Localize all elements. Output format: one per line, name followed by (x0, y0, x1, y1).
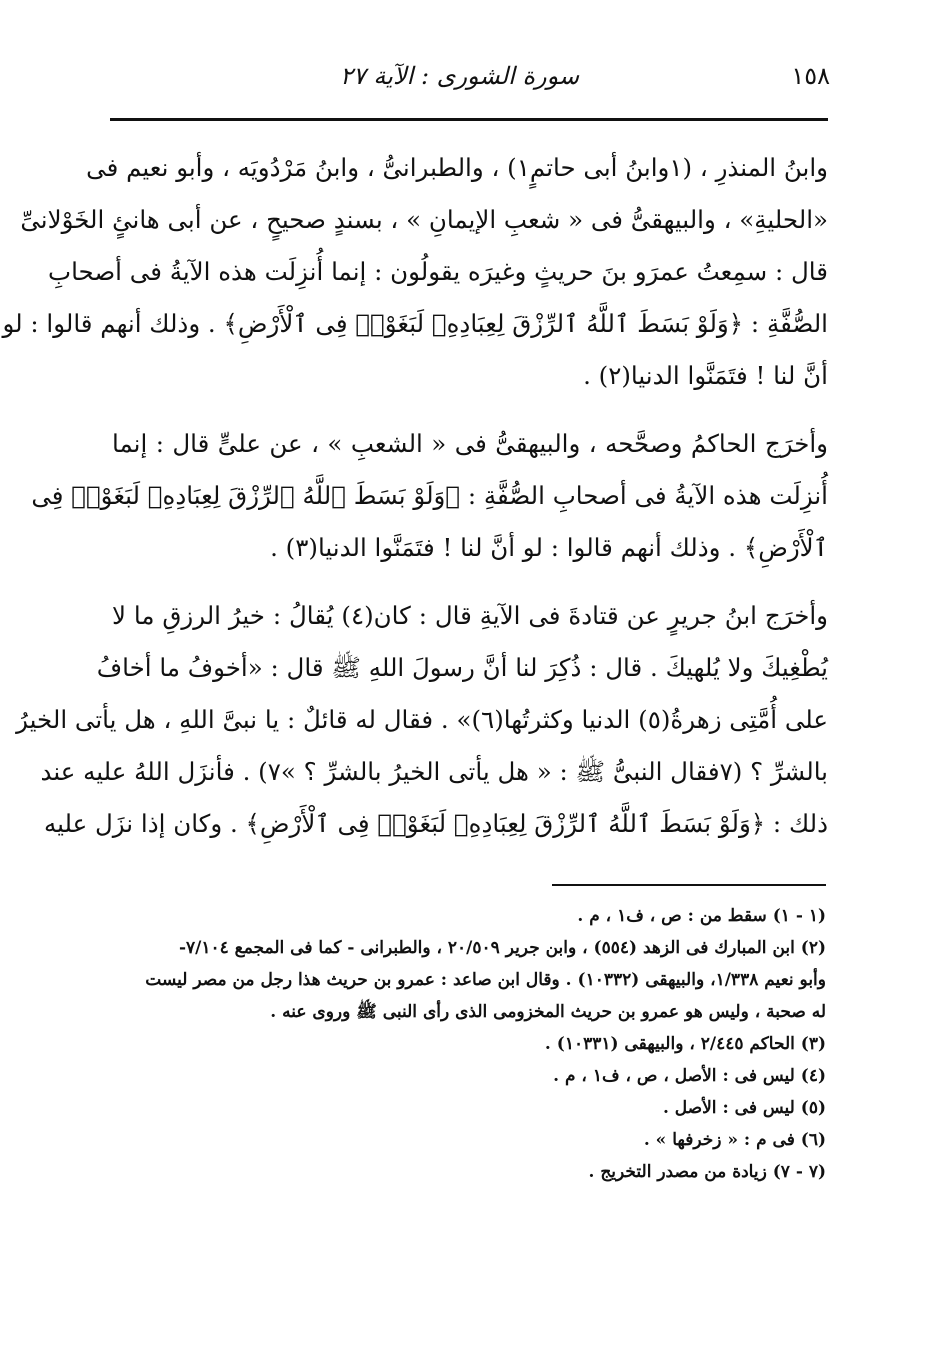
text-line: بالشرِّ ؟ (٧فقال النبىُّ ﷺ : « هل يأتى الخيرُ بالشرِّ ؟ »٧) . فأنزَل اللهُ عليه عند (40, 757, 828, 786)
text-line: أنَّ لنا ! فتَمَنَّوا الدنيا(٢) . (583, 361, 828, 390)
footnote (110, 1092, 826, 1124)
paragraph-3 (16, 590, 828, 850)
text-line: يُطْغِيكَ ولا يُلهيكَ . قال : ذُكِرَ لنا أنَّ رسولَ اللهِ ﷺ قال : «أخوفُ ما أخافُ (96, 653, 828, 682)
page-number: ١٥٨ (791, 62, 830, 90)
footnote-line: (٤) ليس فى : الأصل ، ص ، ف١ ، م . (553, 1066, 826, 1086)
running-title: سورة الشورى : الآية ٢٧ (340, 62, 580, 90)
footnote-line: (٢) ابن المبارك فى الزهد (٥٥٤) ، وابن جرير ٢٠/٥٠٩ ، والطبرانى - كما فى المجمع ٧/١٠٤- (178, 938, 826, 958)
footnotes (110, 900, 826, 1188)
footnote-line: (٥) ليس فى : الأصل . (662, 1098, 826, 1118)
text-line: وابنُ المنذرِ ، (١وابنُ أبى حاتمٍ١) ، والطبرانىُّ ، وابنُ مَرْدُويَه ، وأبو نعيم فى (86, 153, 828, 182)
paragraph-2 (31, 418, 828, 574)
footnote (110, 1028, 826, 1060)
footnote-rule (552, 884, 826, 886)
footnote-line: له صحبة ، وليس هو عمرو بن حريث المخزومى الذى رأى النبى ﷺ وروى عنه . (270, 1002, 826, 1022)
footnote (110, 1060, 826, 1092)
footnote-line: (٦) فى م : « زخرفها » . (643, 1130, 826, 1150)
main-text (2, 142, 828, 866)
text-line: على أُمَّتِى زهرةُ(٥) الدنيا وكثرتُها(٦)» . فقال له قائلٌ : يا نبىَّ اللهِ ، هل يأتى الخيرُ (16, 705, 828, 734)
text-line: الصُّفَّةِ : ﴿وَلَوْ بَسَطَ ٱللَّهُ ٱلرِّزْقَ لِعِبَادِهِۦ لَبَغَوْا۟ فِى ٱلْأَرْضِ﴾ . وذلك أنهم قالوا : لو (2, 309, 828, 338)
footnote (110, 1156, 826, 1188)
text-line: وأخرَج ابنُ جريرٍ عن قتادةَ فى الآيةِ قال : كان(٤) يُقالُ : خيرُ الرزقِ ما لا (112, 601, 828, 630)
footnote-line: (١ - ١) سقط من : ص ، ف١ ، م . (577, 906, 826, 926)
text-line: ذلك : ﴿وَلَوْ بَسَطَ ٱللَّهُ ٱلرِّزْقَ لِعِبَادِهِۦ لَبَغَوْا۟ فِى ٱلْأَرْضِ﴾ . وكان إذا نزَل عليه (43, 809, 828, 838)
text-line: «الحليةِ» ، والبيهقىُّ فى « شعبِ الإيمانِ » ، بسندٍ صحيحٍ ، عن أبى هانئٍ الخَوْلانىِّ (20, 205, 828, 234)
footnote-line: (٧ - ٧) زيادة من مصدر التخريج . (588, 1162, 826, 1182)
text-line: ٱلْأَرْضِ﴾ . وذلك أنهم قالوا : لو أنَّ لنا ! فتَمَنَّوا الدنيا(٣) . (270, 533, 828, 562)
footnote (110, 900, 826, 932)
text-line: قال : سمِعتُ عمرَو بنَ حريثٍ وغيرَه يقولُون : إنما أُنزِلَت هذه الآيةُ فى أصحابِ (48, 257, 828, 286)
header-rule (110, 118, 828, 121)
footnote (110, 1124, 826, 1156)
text-line: وأخرَج الحاكمُ وصحَّحه ، والبيهقىُّ فى « الشعبِ » ، عن علىٍّ قال : إنما (112, 429, 828, 458)
paragraph-1 (2, 142, 828, 402)
footnote-line: (٣) الحاكم ٢/٤٤٥ ، والبيهقى (١٠٣٣١) . (544, 1034, 826, 1054)
footnote-line: وأبو نعيم ١/٣٣٨، والبيهقى (١٠٣٣٢) . وقال ابن صاعد : عمرو بن حريث هذا رجل من مصر ليست (145, 970, 826, 990)
footnote (110, 932, 826, 1028)
text-line: أُنزِلَت هذه الآيةُ فى أصحابِ الصُّفَّةِ : ﴿وَلَوْ بَسَطَ ٱللَّهُ ٱلرِّزْقَ لِعِبَادِهِۦ لَبَغَوْا۟ فِى (31, 481, 828, 510)
page-header (110, 62, 830, 106)
